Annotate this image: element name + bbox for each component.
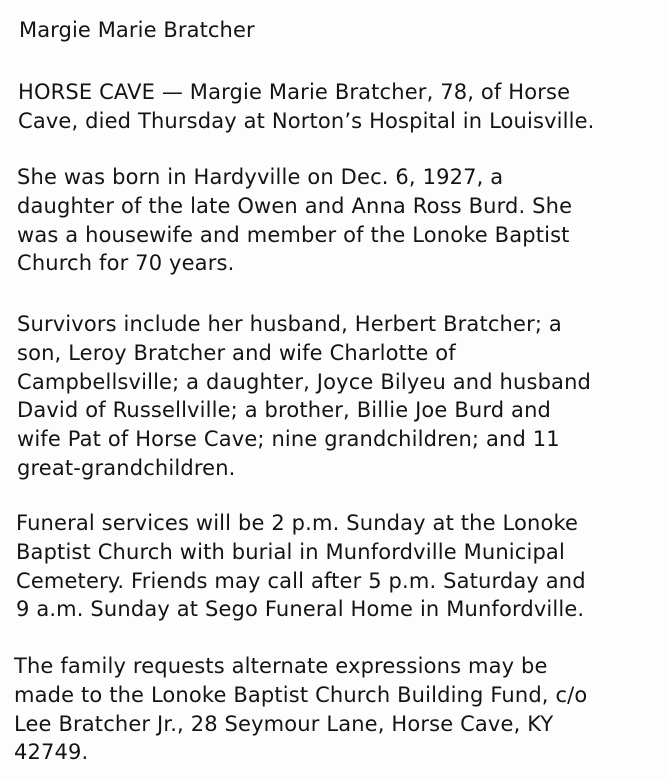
text-line: wife Pat of Horse Cave; nine grandchildren; and 11 bbox=[17, 427, 560, 452]
text-line: was a housewife and member of the Lonoke Baptist bbox=[17, 222, 570, 247]
text-line: Funeral services will be 2 p.m. Sunday at the Lonoke bbox=[16, 511, 579, 535]
paragraph-biography bbox=[17, 163, 667, 278]
text-line: 9 a.m. Sunday at Sego Funeral Home in Munfordville. bbox=[16, 597, 585, 622]
text-line: Lee Bratcher Jr., 28 Seymour Lane, Horse Cave, KY bbox=[14, 711, 554, 736]
obituary-title: Margie Marie Bratcher bbox=[19, 18, 255, 42]
text-line: Campbellsville; a daughter, Joyce Bilyeu and husband bbox=[17, 369, 592, 394]
paragraph-announcement bbox=[18, 78, 668, 136]
text-line: son, Leroy Bratcher and wife Charlotte of bbox=[17, 340, 456, 365]
paragraph-survivors bbox=[17, 310, 667, 483]
text-line: daughter of the late Owen and Anna Ross Burd. She bbox=[17, 193, 573, 218]
text-line: David of Russellville; a brother, Billie Joe Burd and bbox=[17, 398, 552, 423]
text-line: The family requests alternate expressions may be bbox=[14, 654, 548, 678]
text-line: Survivors include her husband, Herbert Bratcher; a bbox=[17, 312, 562, 336]
text-line: made to the Lonoke Baptist Church Building Fund, c/o bbox=[14, 682, 588, 707]
text-line: 42749. bbox=[14, 740, 89, 765]
text-line: HORSE CAVE — Margie Marie Bratcher, 78, of Horse bbox=[18, 80, 571, 104]
text-line: Baptist Church with burial in Munfordville Municipal bbox=[16, 539, 565, 564]
paragraph-memorials bbox=[14, 652, 664, 767]
text-line: Cemetery. Friends may call after 5 p.m. Saturday and bbox=[16, 568, 586, 593]
paragraph-services bbox=[16, 509, 666, 624]
text-line: Cave, died Thursday at Norton’s Hospital in Louisville. bbox=[18, 108, 595, 133]
text-line: Church for 70 years. bbox=[17, 251, 235, 276]
text-line: She was born in Hardyville on Dec. 6, 1927, a bbox=[17, 165, 504, 189]
text-line: great-grandchildren. bbox=[17, 455, 236, 480]
